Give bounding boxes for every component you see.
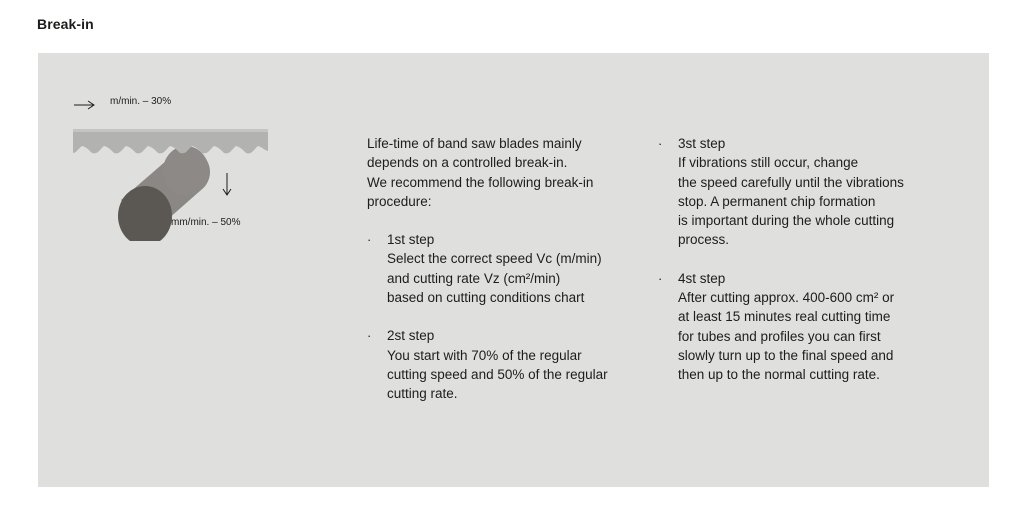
step-text: If vibrations still occur, change	[678, 155, 859, 171]
saw-blade	[73, 129, 268, 153]
step-heading: 1st step	[387, 232, 435, 248]
step-text: stop. A permanent chip formation	[678, 193, 876, 209]
step-text: process.	[678, 232, 730, 248]
bullet-icon: ·	[367, 232, 372, 248]
intro-line: Life-time of band saw blades mainly	[367, 136, 582, 151]
step-text: then up to the normal cutting rate.	[678, 367, 880, 383]
step-text: slowly turn up to the final speed and	[678, 347, 894, 363]
arrow-down-icon	[223, 173, 231, 195]
step-text: the speed carefully until the vibrations	[678, 174, 904, 190]
arrow-right-icon	[74, 101, 94, 109]
step-text: based on cutting conditions chart	[387, 290, 585, 306]
step-heading: 2st step	[387, 328, 435, 344]
bullet-icon: ·	[367, 328, 372, 344]
step-text: and cutting rate Vz (cm²/min)	[387, 270, 561, 286]
step-text: Select the correct speed Vc (m/min)	[387, 251, 602, 267]
step-heading: 3st step	[678, 136, 726, 151]
step-text: cutting rate.	[387, 386, 458, 402]
step-text: at least 15 minutes real cutting time	[678, 309, 891, 325]
bullet-icon: ·	[658, 270, 663, 286]
step-text: cutting speed and 50% of the regular	[387, 366, 608, 382]
intro-line: procedure:	[367, 193, 432, 209]
page-title: Break-in	[37, 16, 94, 32]
text-column-right	[658, 134, 958, 385]
step-item-2	[367, 326, 657, 403]
intro-paragraph	[367, 134, 657, 211]
intro-line: depends on a controlled break-in.	[367, 155, 568, 171]
step-item-1	[367, 230, 657, 307]
break-in-panel	[38, 53, 989, 487]
steps-list-right	[658, 134, 958, 385]
step-text: After cutting approx. 400-600 cm² or	[678, 290, 895, 306]
step-item-3	[658, 134, 958, 250]
speed-reduction-label: m/min. – 30%	[110, 96, 172, 107]
step-item-4	[658, 269, 958, 385]
text-column-left	[367, 134, 657, 404]
step-text: is important during the whole cutting	[678, 213, 895, 229]
intro-line: We recommend the following break-in	[367, 174, 594, 190]
bullet-icon: ·	[658, 136, 663, 151]
step-text: for tubes and profiles you can first	[678, 328, 881, 344]
steps-list-left	[367, 230, 657, 403]
step-text: You start with 70% of the regular	[387, 347, 582, 363]
step-heading: 4st step	[678, 270, 726, 286]
feed-reduction-label: mm/min. – 50%	[171, 217, 241, 228]
